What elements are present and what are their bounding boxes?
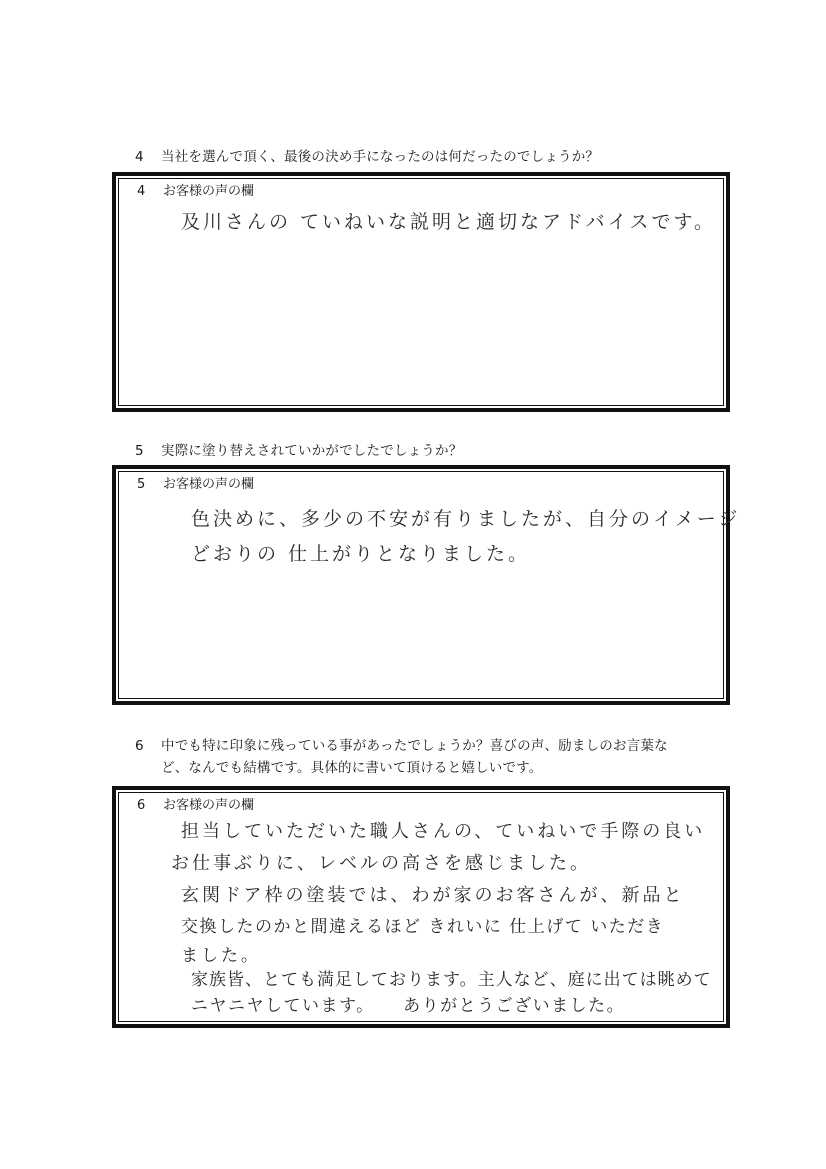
answer-box-4-inner [118, 178, 724, 406]
question-6-number: 6 [135, 738, 144, 754]
answer-box-4-title: お客様の声の欄 [163, 184, 255, 199]
answer-box-4-label [137, 184, 254, 200]
answer-box-5-title: お客様の声の欄 [163, 477, 255, 492]
question-6 [135, 735, 736, 779]
question-5-text: 実際に塗り替えされていかがでしたでしょうか？ [161, 443, 463, 459]
question-4 [135, 146, 736, 168]
handwritten-answer-6-line-3: 玄関ドア枠の塗装では、わが家のお客さんが、新品と [181, 885, 685, 906]
handwritten-answer-5-line-1: 色決めに、多少の不安が有りましたが、自分のイメージ [191, 508, 741, 530]
answer-box-5-number: 5 [137, 477, 146, 492]
answer-box-4 [112, 172, 730, 412]
handwritten-answer-6-line-4: 交換したのかと間違えるほど きれいに 仕上げて いただき [181, 917, 665, 937]
answer-box-6-label [137, 798, 254, 814]
question-6-text-line-1: 中でも特に印象に残っている事があったでしょうか？喜びの声、励ましのお言葉な [161, 738, 668, 754]
answer-box-5-inner [118, 471, 741, 699]
handwritten-answer-6-line-6: 家族皆、とても満足しております。主人など、庭に出ては眺めて [191, 970, 712, 990]
question-4-number: 4 [135, 149, 144, 165]
answer-box-6-number: 6 [137, 798, 146, 813]
answer-box-5-label [137, 477, 254, 493]
handwritten-answer-6-line-5: ました。 [181, 946, 261, 966]
answer-box-6-title: お客様の声の欄 [163, 798, 255, 813]
answer-box-5 [112, 465, 741, 705]
handwritten-answer-5-line-2: どおりの 仕上がりとなりました。 [191, 543, 531, 565]
handwritten-answer-4-line-1: 及川さんの ていねいな説明と適切なアドバイスです。 [181, 211, 716, 233]
answer-box-4-number: 4 [137, 184, 146, 199]
question-5 [135, 440, 736, 462]
question-5-number: 5 [135, 443, 144, 459]
handwritten-answer-6-line-1: 担当していただいた職人さんの、ていねいで手際の良い [181, 821, 706, 842]
question-4-text: 当社を選んで頂く、最後の決め手になったのは何だったのでしょうか？ [161, 149, 600, 165]
question-6-text-line-2: ど、なんでも結構です。具体的に書いて頂けると嬉しいです。 [161, 760, 543, 776]
handwritten-answer-6-line-2: お仕事ぶりに、レベルの高さを感じました。 [171, 853, 591, 874]
answer-box-6-inner [118, 792, 724, 1022]
answer-box-6 [112, 786, 730, 1028]
question-6-line-1 [135, 735, 736, 757]
handwritten-answer-6-line-7: ニヤニヤしています。 ありがとうございました。 [191, 996, 626, 1016]
